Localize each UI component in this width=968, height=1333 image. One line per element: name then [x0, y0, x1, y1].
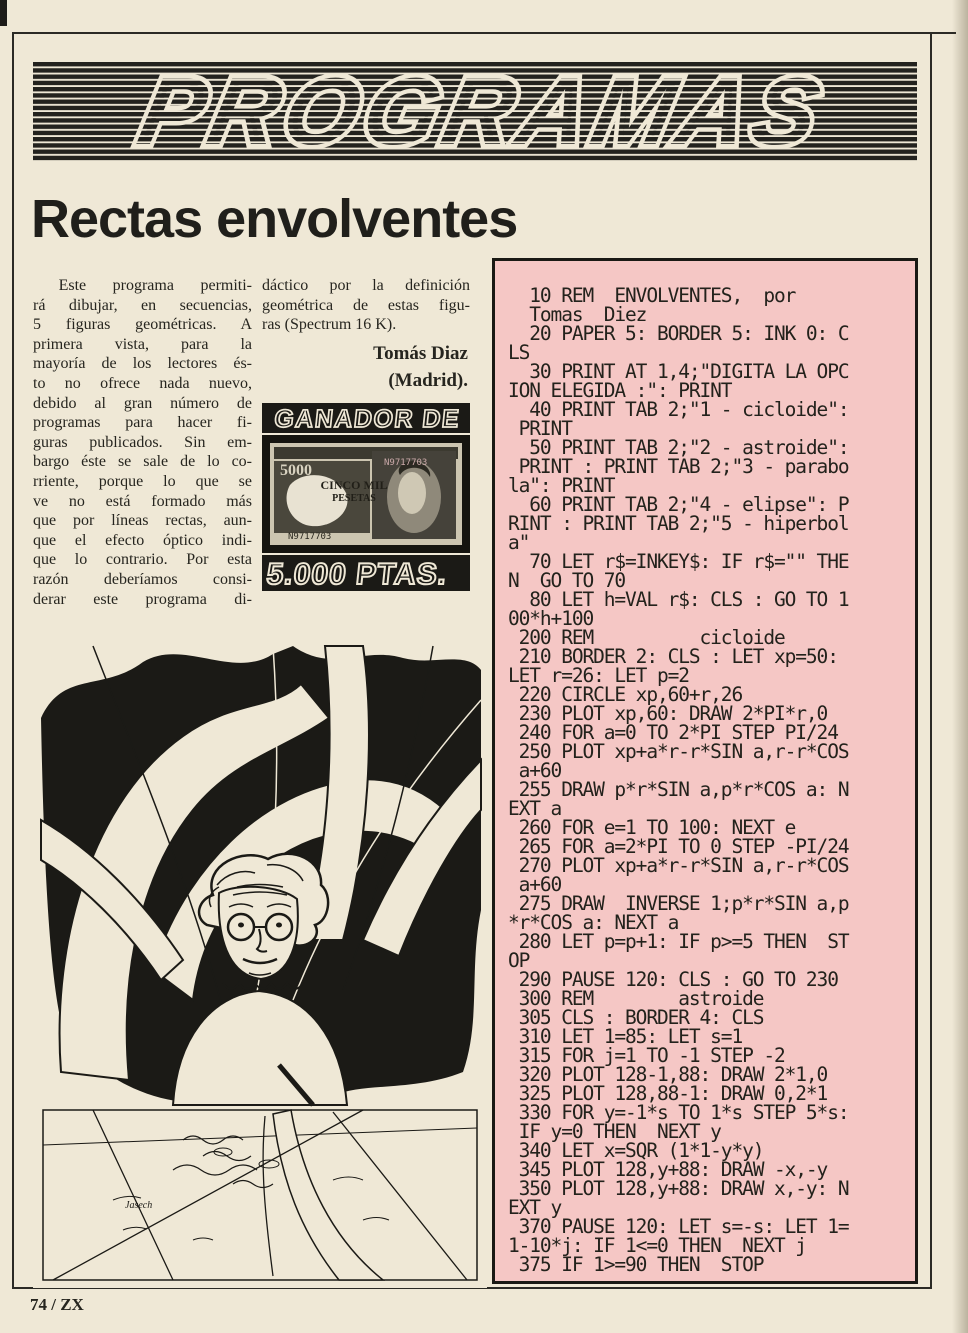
code-line: 220 CIRCLE xp,60+r,26 — [508, 683, 743, 706]
article-text-line: debido al gran número de — [33, 394, 252, 412]
prize-badge — [262, 403, 470, 591]
code-line: 265 FOR a=2*PI TO 0 STEP -PI/24 — [508, 835, 849, 858]
article-text-line: ve no está formado más — [33, 492, 252, 510]
scan-page-edge — [952, 0, 968, 1333]
artist-signature: Jasech — [125, 1200, 153, 1211]
article-text-line: mayoría de los lectores és- — [33, 355, 252, 373]
code-line: 240 FOR a=0 TO 2*PI STEP PI/24 — [508, 721, 838, 744]
page-number: 74 / ZX — [30, 1295, 84, 1314]
code-line: RINT : PRINT TAB 2;"5 - hiperbol — [508, 512, 849, 535]
article-text-line: ras (Spectrum 16 K). — [262, 316, 397, 334]
banknote-text-1: CINCO MIL — [320, 478, 388, 492]
code-line: 305 CLS : BORDER 4: CLS — [508, 1006, 764, 1029]
article-text-line: Este programa permiti- — [58, 277, 252, 294]
code-line: 310 LET 1=85: LET s=1 — [508, 1025, 743, 1048]
code-line: 330 FOR y=-1*s TO 1*s STEP 5*s: — [508, 1101, 849, 1124]
article-text-line: guras publicados. Sin em- — [33, 433, 252, 451]
code-line: 230 PLOT xp,60: DRAW 2*PI*r,0 — [508, 702, 828, 725]
code-line: 275 DRAW INVERSE 1;p*r*SIN a,p — [508, 892, 849, 915]
code-line: 60 PRINT TAB 2;"4 - elipse": P — [508, 493, 849, 516]
code-line: 210 BORDER 2: CLS : LET xp=50: — [508, 645, 838, 668]
article-column-2 — [262, 276, 470, 335]
code-line: a+60 — [508, 759, 562, 782]
code-line: PRINT — [508, 417, 572, 440]
code-line: 325 PLOT 128,88-1: DRAW 0,2*1 — [508, 1082, 828, 1105]
code-line: ION ELEGIDA :": PRINT — [508, 379, 732, 402]
code-line: LS — [508, 341, 530, 364]
code-line: 340 LET x=SQR (1*1-y*y) — [508, 1139, 764, 1162]
article-text-line: geométrica de estas figu- — [262, 296, 470, 314]
code-line: 20 PAPER 5: BORDER 5: INK 0: C — [508, 322, 849, 345]
article-text-line: que por líneas rectas, aun- — [33, 512, 252, 530]
code-line: 300 REM astroide — [508, 987, 764, 1010]
banknote-serial-top: N9717703 — [384, 458, 428, 468]
code-line: 1-10*j: IF 1<=0 THEN NEXT j — [508, 1234, 806, 1257]
article-text-line: dáctico por la definición — [262, 277, 470, 294]
code-line: N GO TO 70 — [508, 569, 626, 592]
code-line: 30 PRINT AT 1,4;"DIGITA LA OPC — [508, 360, 849, 383]
programas-banner — [33, 62, 917, 162]
prize-top-label: GANADOR DE — [273, 405, 462, 433]
illustration — [33, 640, 487, 1288]
code-line: 70 LET r$=INKEY$: IF r$="" THE — [508, 550, 849, 573]
code-line: 40 PRINT TAB 2;"1 - cicloide": — [508, 398, 849, 421]
code-line: IF y=0 THEN NEXT y — [508, 1120, 721, 1143]
byline-line: (Madrid). — [388, 370, 468, 391]
code-line: a" — [508, 531, 530, 554]
article-text-line: 5 figuras geométricas. A — [33, 316, 252, 334]
byline-line: Tomás Diaz — [373, 343, 468, 364]
prize-bottom-label: 5.000 PTAS. — [264, 558, 449, 591]
author-byline — [262, 340, 468, 394]
banner-stripes — [33, 62, 917, 162]
code-line: EXT a — [508, 797, 562, 820]
article-text-line: derar este programa di- — [33, 590, 252, 608]
banner-word: PROGRAMAS — [130, 62, 835, 162]
article-text-line: to no ofrece nada nuevo, — [33, 374, 252, 392]
code-line: 200 REM cicloide — [508, 626, 785, 649]
code-line: OP — [508, 949, 530, 972]
banknote-text-2: PESETAS — [332, 493, 376, 504]
article-text-line: razón deberíamos consi- — [33, 570, 252, 588]
basic-listing-box — [492, 258, 918, 1284]
code-line: 270 PLOT xp+a*r-r*SIN a,r-r*COS — [508, 854, 849, 877]
code-line: 290 PAUSE 120: CLS : GO TO 230 — [508, 968, 838, 991]
code-line: 280 LET p=p+1: IF p>=5 THEN ST — [508, 930, 849, 953]
page-title: Rectas envolventes — [31, 189, 518, 249]
prize-badge-graphic — [262, 403, 470, 591]
banknote-image — [262, 435, 470, 553]
code-line: 375 IF 1>=90 THEN STOP — [508, 1253, 764, 1276]
article-text-line: que lo contrario. Por esta — [33, 551, 252, 569]
code-line: 320 PLOT 128-1,88: DRAW 2*1,0 — [508, 1063, 828, 1086]
article-text-line: rriente, porque lo que se — [33, 472, 252, 490]
code-line: 50 PRINT TAB 2;"2 - astroide": — [508, 436, 849, 459]
code-line: a+60 — [508, 873, 562, 896]
article-text-line: bargo éste se sale de lo co- — [33, 453, 252, 471]
code-line: 315 FOR j=1 TO -1 STEP -2 — [508, 1044, 785, 1067]
code-line: 260 FOR e=1 TO 100: NEXT e — [508, 816, 796, 839]
code-line: 350 PLOT 128,y+88: DRAW x,-y: N — [508, 1177, 849, 1200]
code-line: 00*h+100 — [508, 607, 594, 630]
code-line: *r*COS a: NEXT a — [508, 911, 679, 934]
code-line: LET r=26: LET p=2 — [508, 664, 689, 687]
code-line: 10 REM ENVOLVENTES, por — [508, 284, 796, 307]
banknote-serial-bottom: N9717703 — [288, 532, 332, 542]
article-column-1 — [33, 276, 252, 609]
code-line: EXT y — [508, 1196, 562, 1219]
article-text-line: que el efecto óptico indi- — [33, 531, 252, 549]
code-line: 370 PAUSE 120: LET s=-s: LET 1= — [508, 1215, 849, 1238]
code-line: la": PRINT — [508, 474, 615, 497]
code-line: 345 PLOT 128,y+88: DRAW -x,-y — [508, 1158, 828, 1181]
basic-listing — [508, 286, 915, 1274]
code-line: 255 DRAW p*r*SIN a,p*r*COS a: N — [508, 778, 849, 801]
scan-corner-mark — [0, 0, 7, 26]
article-text-line: primera vista, para la — [33, 335, 252, 353]
article-text-line: rá dibujar, en secuencias, — [33, 296, 252, 314]
code-line: PRINT : PRINT TAB 2;"3 - parabo — [508, 455, 849, 478]
illustration-graphic — [33, 640, 487, 1288]
code-line: Tomas Diez — [508, 303, 647, 326]
article-text-line: programas para hacer fi- — [33, 414, 252, 432]
code-line: 80 LET h=VAL r$: CLS : GO TO 1 — [508, 588, 849, 611]
banknote-denomination: 5000 — [280, 462, 312, 479]
code-line: 250 PLOT xp+a*r-r*SIN a,r-r*COS — [508, 740, 849, 763]
